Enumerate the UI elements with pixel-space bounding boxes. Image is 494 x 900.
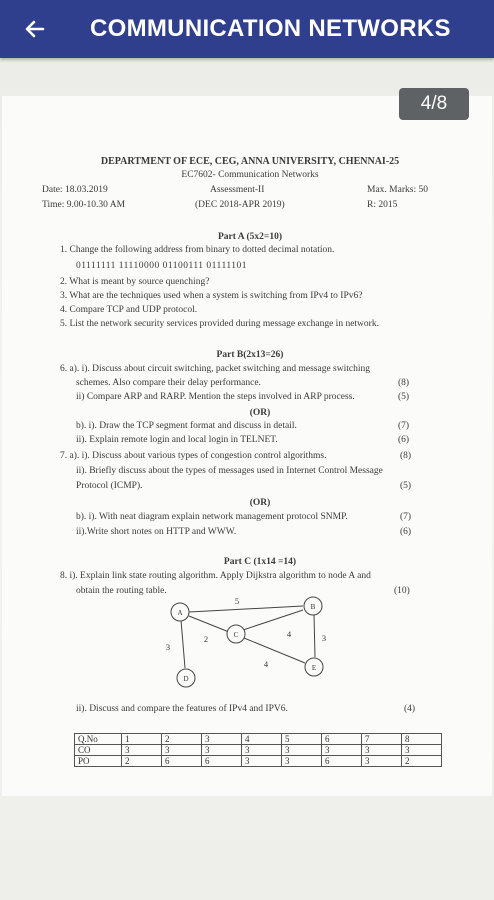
edge-weight: 3 (321, 633, 327, 643)
edge-weight: 4 (286, 629, 292, 639)
table-cell: 3 (242, 745, 282, 756)
table-cell: Q.No (75, 734, 122, 745)
question-6a-ii: ii) Compare ARP and RARP. Mention the steps involved in ARP process. (76, 392, 355, 402)
question-7a-ii-cont: Protocol (ICMP). (76, 481, 143, 491)
part-a-title: Part A (5x2=10) (218, 232, 282, 242)
exam-date: Date: 18.03.2019 (42, 185, 108, 195)
question-6a-ii-marks: (5) (398, 392, 410, 402)
exam-time: Time: 9.00-10.30 AM (42, 200, 126, 210)
max-marks: Max. Marks: 50 (367, 185, 428, 195)
question-6b-i: b). i). Draw the TCP segment format and discuss in detail. (76, 421, 297, 431)
node-label: C (233, 631, 239, 639)
question-7b-ii: ii).Write short notes on HTTP and WWW. (76, 527, 237, 537)
question-8-i-cont: obtain the routing table. (76, 586, 167, 596)
edge-weight: 2 (203, 634, 209, 644)
table-cell: 3 (282, 756, 322, 767)
question-8-i: 8. i). Explain link state routing algorithm. Apply Dijkstra algorithm to node A and (60, 571, 371, 581)
node-label: A (177, 609, 183, 617)
graph-edge (243, 610, 303, 630)
graph-edge (314, 614, 315, 657)
table-cell: 2 (162, 734, 202, 745)
question-7b-i: b). i). With neat diagram explain network management protocol SNMP. (76, 512, 348, 522)
department-heading: DEPARTMENT OF ECE, CEG, ANNA UNIVERSITY, CHENNAI-25 (100, 156, 400, 167)
question-7b-ii-marks: (6) (400, 527, 412, 537)
question-6a-marks: (8) (398, 378, 410, 388)
or-divider: (OR) (249, 408, 271, 418)
table-cell: 3 (202, 734, 242, 745)
edge-weight: 4 (263, 659, 269, 669)
table-cell: 2 (402, 756, 442, 767)
question-3: 3. What are the techniques used when a system is switching from IPv4 to IPv6? (60, 291, 363, 301)
edge-weight: 3 (165, 642, 171, 652)
table-cell: CO (75, 745, 122, 756)
node-label: B (310, 603, 316, 611)
graph-edge (189, 606, 303, 612)
question-7a-i-marks: (8) (400, 451, 412, 461)
co-po-table (74, 733, 442, 767)
question-7a-i: 7. a). i). Discuss about various types of congestion control algorithms. (60, 451, 327, 461)
table-cell: 3 (162, 745, 202, 756)
graph-edge (189, 616, 229, 632)
table-cell: 3 (282, 745, 322, 756)
page-indicator: 4/8 (399, 88, 469, 120)
table-cell: 3 (402, 745, 442, 756)
question-6b-ii: ii). Explain remote login and local login in TELNET. (76, 435, 278, 445)
question-8-i-marks: (10) (394, 586, 410, 596)
table-cell: 5 (282, 734, 322, 745)
question-6a: 6. a). i). Discuss about circuit switching, packet switching and message switching (60, 364, 371, 374)
question-4: 4. Compare TCP and UDP protocol. (60, 305, 198, 315)
table-cell: 6 (202, 756, 242, 767)
table-cell: 3 (122, 745, 162, 756)
or-divider: (OR) (249, 498, 271, 508)
table-cell: 3 (362, 756, 402, 767)
node-label: D (183, 675, 189, 683)
question-8-ii: ii). Discuss and compare the features of IPv4 and IPV6. (76, 704, 288, 714)
table-cell: 6 (322, 734, 362, 745)
app-bar (0, 0, 494, 58)
graph-edge (181, 620, 185, 668)
question-1-binary: 01111111 11110000 01100111 01111101 (76, 261, 247, 271)
question-6a-cont: schemes. Also compare their delay performance. (76, 378, 261, 388)
table-cell: 2 (122, 756, 162, 767)
back-button[interactable] (0, 0, 70, 58)
assessment-label: Assessment-II (210, 185, 265, 195)
question-7a-ii: ii). Briefly discuss about the types of messages used in Internet Control Message (76, 466, 383, 476)
arrow-left-icon (23, 17, 47, 41)
table-row (75, 745, 442, 756)
question-7b-i-marks: (7) (400, 512, 412, 522)
question-1: 1. Change the following address from binary to dotted decimal notation. (60, 245, 335, 255)
table-cell: PO (75, 756, 122, 767)
table-cell: 7 (362, 734, 402, 745)
part-b-title: Part B(2x13=26) (216, 350, 284, 360)
question-7a-ii-marks: (5) (400, 481, 412, 491)
question-5: 5. List the network security services provided during message exchange in network. (60, 319, 379, 329)
table-cell: 8 (402, 734, 442, 745)
table-cell: 4 (242, 734, 282, 745)
table-cell: 6 (322, 756, 362, 767)
regulation: R: 2015 (367, 200, 398, 210)
app-title: COMMUNICATION NETWORKS (90, 15, 451, 42)
part-c-title: Part C (1x14 =14) (223, 557, 297, 567)
table-cell: 6 (162, 756, 202, 767)
table-cell: 3 (202, 745, 242, 756)
routing-graph (160, 592, 340, 694)
question-6b-ii-marks: (6) (398, 435, 410, 445)
edge-weight: 5 (234, 596, 240, 606)
node-label: E (311, 664, 317, 672)
course-code: EC7602- Communication Networks (181, 170, 319, 180)
table-cell: 1 (122, 734, 162, 745)
table-cell: 3 (322, 745, 362, 756)
table-cell: 3 (242, 756, 282, 767)
table-cell: 3 (362, 745, 402, 756)
graph-edge (244, 638, 305, 663)
table-row (75, 756, 442, 767)
table-row (75, 734, 442, 745)
session: (DEC 2018-APR 2019) (195, 200, 285, 210)
question-2: 2. What is meant by source quenching? (60, 277, 210, 287)
question-8-ii-marks: (4) (404, 704, 416, 714)
question-6b-i-marks: (7) (398, 421, 410, 431)
